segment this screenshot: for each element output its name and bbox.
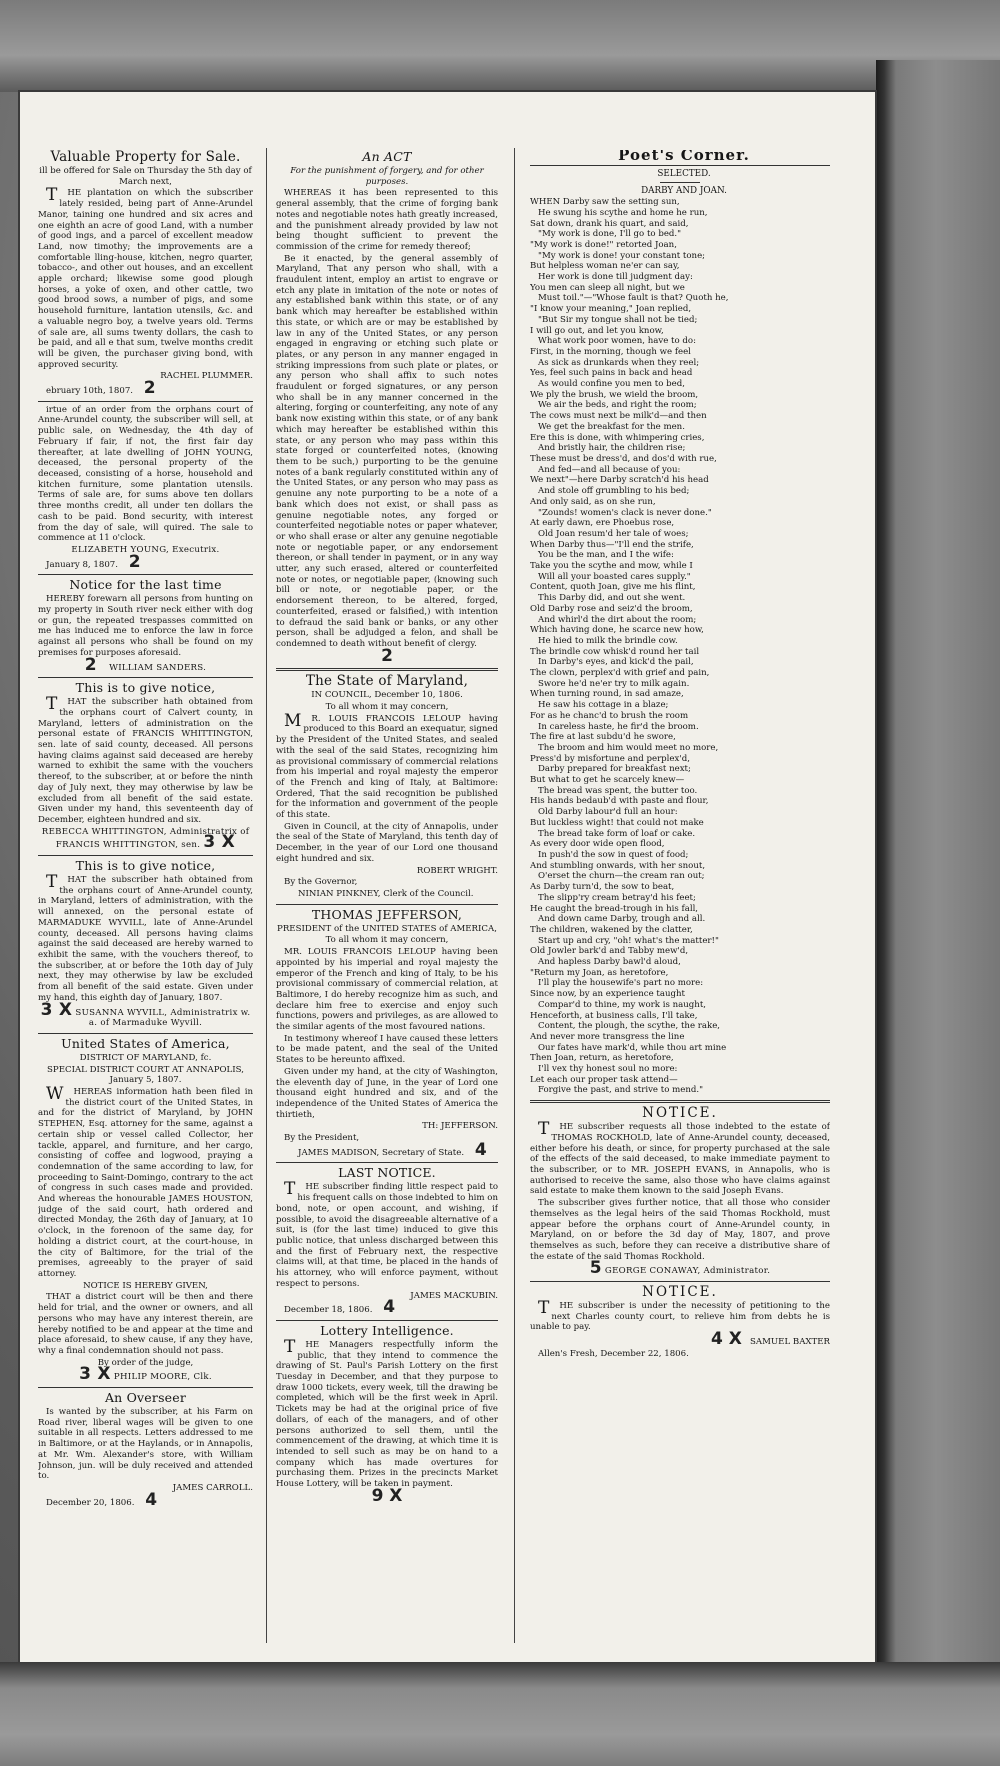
- ad-property-sale: [38, 150, 253, 397]
- poem-title: DARBY AND JOAN.: [641, 186, 727, 197]
- handwritten-mark: 2: [84, 654, 97, 675]
- poem-line: Content, quoth Joan, give me his flint,: [530, 582, 696, 593]
- ad-overseer: [38, 1391, 253, 1508]
- handwritten-mark: 3 X: [40, 999, 73, 1020]
- poem-line: In careless haste, he fir'd the broom.: [538, 721, 699, 732]
- divider: [530, 1100, 830, 1103]
- divider: [38, 677, 253, 678]
- ad-signature: 5 GEORGE CONAWAY, Administrator.: [589, 1258, 771, 1279]
- poem-line: We ply the brush, we wield the broom,: [530, 389, 699, 400]
- poem-line: And only said, as on she run,: [530, 496, 656, 507]
- ad-body: HEREBY forewarn all persons from hunting on my property in South river neck either with dog or gun, the repeated trespasses committed on me has induced me to enforce the law in force against all persons who shall be found on my premises for purposes aforesaid.: [38, 594, 253, 658]
- poem-line: Old Darby labour'd full an hour:: [538, 807, 678, 818]
- poem-line: Must toil."—"Whose fault is that? Quoth he,: [538, 293, 729, 304]
- ad-whittington: [38, 681, 253, 851]
- poem-line: First, in the morning, though we feel: [530, 346, 691, 357]
- poem-line: Start up and cry, "oh! what's the matter!": [538, 935, 719, 946]
- poem-line: Which having done, he scarce new how,: [530, 625, 704, 636]
- handwritten-mark: 4: [474, 1139, 487, 1160]
- ad-body: THAT the subscriber hath obtained from the orphans court of Calvert county, in Maryland, letters of administration on the personal estate of FRANCIS WHITTINGTON, sen. late of said county, deceased. All persons having claims against said deceased are hereby warned to exhibit the same with the vouchers thereof, to the subscriber, at or before the ninth day of July next, they may otherwise by law be excluded from all benefit of the said estate. Given under my hand, this seventeenth day of December, eighteen hundred and six.: [38, 694, 253, 825]
- poem-line: "My work is done, I'll go to bed.": [538, 229, 682, 240]
- handwritten-mark: 4: [383, 1297, 396, 1318]
- ad-date: Allen's Fresh, December 22, 1806.: [538, 1348, 689, 1359]
- ad-signature: RACHEL PLUMMER.: [160, 371, 253, 382]
- poem-line: You be the man, and I the wife:: [538, 550, 674, 561]
- ad-notice-line: NOTICE IS HEREBY GIVEN,: [83, 1280, 208, 1291]
- ad-subheading: SPECIAL DISTRICT COURT AT ANNAPOLIS, January 5, 1807.: [47, 1064, 244, 1086]
- ad-signature: ELIZABETH YOUNG, Executrix.: [71, 544, 220, 555]
- ad-body: THE plantation on which the subscriber lately resided, being part of Anne-Arundel Manor, taining one hundred and six acres and one eighth an acre of good Land, with a number of good ings, and a parcel of excellent meadow Land, now timothy; the improvements are a comfortable lling-house, kitchen, negro quarter, tobacco-, and other out houses, and an excellent apple orchard; likewise some good plough horses, a yoke of oxen, and other cattle, two good brood sows, a number of pigs, and some household furniture, lantation utensils, &c. and a valuable negro boy, a twelve years old. Terms of sale are, all sums twenty dollars, the cash to be paid, and all e that sum, twelve months credit will be given, the purchaser giving bond, with approved security.: [38, 185, 253, 370]
- article-state-maryland: [276, 674, 498, 899]
- ad-heading: United States of America,: [61, 1035, 230, 1051]
- ad-body: THE subscriber is under the necessity of petitioning to the next Charles county court, to relieve him from debts he is unable to pay.: [530, 1298, 830, 1333]
- ad-wyvill: [38, 859, 253, 1029]
- poem-line: Let each our proper task attend—: [530, 1074, 678, 1085]
- poem-line: "I know your meaning," Joan replied,: [530, 304, 692, 315]
- ad-heading: This is to give notice,: [75, 680, 216, 696]
- poem-line: He swung his scythe and home he run,: [538, 207, 708, 218]
- ad-signature: JAMES MACKUBIN.: [410, 1290, 498, 1301]
- ad-intro: ill be offered for Sale on Thursday the 5th day of March next,: [39, 166, 252, 187]
- poem-line: "But Sir my tongue shall not be tied;: [538, 314, 698, 325]
- article-given: Given under my hand, at the city of Washington, the eleventh day of June, in the year of Lord one thousand eight hundred and six, and of the independence of the United States of America the thirtieth,: [276, 1066, 498, 1120]
- article-heading: An ACT: [362, 150, 412, 164]
- ad-last-notice: [276, 1165, 498, 1318]
- poem-line: When turning round, in sad amaze,: [530, 689, 684, 700]
- article-body: MR. LOUIS FRANCOIS LELOUP having been appointed by his imperial and royal majesty the emperor of the French and king of Italy, to be his provisional commissary of commercial relation, at Baltimore, I do hereby recognize him as such, and declare him free to exercise and enjoy such functions, powers and privileges, as are allowed to the similar agents of the most favoured nations.: [276, 947, 498, 1033]
- poem-line: The brindle cow whisk'd round her tail: [530, 646, 700, 657]
- poem-line: But helpless woman ne'er can say,: [530, 261, 680, 272]
- poem-line: As sick as drunkards when they reel;: [538, 357, 700, 368]
- poem-line: When Darby thus—"I'll end the strife,: [530, 539, 694, 550]
- poem-line: This Darby did, and out she went.: [538, 593, 686, 604]
- column-left: [38, 150, 253, 1645]
- article-secretary: JAMES MADISON, Secretary of State. 4: [298, 1139, 487, 1160]
- poem-line: You men can sleep all night, but we: [530, 282, 685, 293]
- poem-line: Henceforth, at business calls, I'll take,: [530, 1010, 698, 1021]
- ad-body: The subscriber gives further notice, that all those who consider themselves as the legal heirs of the said Thomas Rockhold, must appear before the orphans court of Anne-Arundel county, in Maryland, on or before the 3d day of May, 1807, and prove themselves as such, before they can receive a distributive share of the estate of the said Thomas Rockhold.: [530, 1198, 830, 1262]
- divider: [38, 574, 253, 575]
- poem-line: He caught the bread-trough in his fall,: [530, 903, 699, 914]
- article-address: To all whom it may concern,: [325, 702, 449, 713]
- article-by: By the Governor,: [284, 877, 358, 888]
- poem-line: And down came Darby, trough and all.: [538, 914, 706, 925]
- poem-line: As Darby turn'd, the sow to beat,: [530, 882, 675, 893]
- article-act: [276, 150, 498, 664]
- article-body: MR. LOUIS FRANCOIS LELOUP having produced to this Board an exequatur, signed by the President of the United States, and sealed with the seal of the said States, recognizing him as provisional commissary of commercial relations from his imperial and royal majesty the emperor of the French and king of Italy, at Baltimore: Ordered, That the said recognition be published for the information and government of the people of this state.: [276, 710, 498, 821]
- divider: [276, 668, 498, 671]
- poem-line: "Return my Joan, as heretofore,: [530, 967, 669, 978]
- poem-line: Darby prepared for breakfast next;: [538, 764, 691, 775]
- poem-line: For as he chanc'd to brush the room: [530, 710, 689, 721]
- poem-line: The clown, perplex'd with grief and pain,: [530, 668, 710, 679]
- column-right: [530, 150, 830, 1645]
- ad-body: THE subscriber finding little respect paid to his frequent calls on those indebted to him on bond, note, or open account, and wishing, if possible, to avoid the disagreeable alternative of a suit, is (for the last time) induced to give this public notice, that unless discharged between this and the first of February next, the respective claims will, at that time, be placed in the hands of his attorney, who will enforce payment, without respect to persons.: [276, 1179, 498, 1289]
- ad-signature: 4 X SAMUEL BAXTER: [710, 1329, 830, 1350]
- poem-line: Content, the plough, the scythe, the rake,: [538, 1021, 721, 1032]
- poem-line: Her work is done till judgment day:: [538, 272, 693, 283]
- poem-line: In Darby's eyes, and kick'd the pail,: [538, 657, 694, 668]
- column-rule-2: [514, 148, 515, 1643]
- divider: [38, 855, 253, 856]
- poem-line: And bristly hair, the children rise;: [538, 443, 686, 454]
- handwritten-mark: 4: [145, 1489, 158, 1510]
- poem-line: But what to get he scarcely knew—: [530, 775, 685, 786]
- ad-date: January 8, 1807. 2: [46, 551, 141, 572]
- poem-line: We get the breakfast for the men.: [538, 421, 685, 432]
- ad-heading: Lottery Intelligence.: [320, 1322, 454, 1338]
- poem-line: He hied to milk the brindle cow.: [538, 635, 678, 646]
- poets-corner-heading: Poet's Corner.: [618, 150, 750, 164]
- handwritten-mark: 2: [128, 551, 141, 572]
- handwritten-mark-row: [276, 1485, 498, 1506]
- ad-signature: REBECCA WHITTINGTON, Administratrix of FRANCIS WHITTINGTON, sen. 3 X: [41, 826, 250, 853]
- poem-line: As every door wide open flood,: [530, 839, 665, 850]
- divider: [530, 1281, 830, 1282]
- ad-heading: Valuable Property for Sale.: [50, 150, 241, 165]
- poem-line: We air the beds, and right the room;: [538, 400, 697, 411]
- ad-notice-last-time: [38, 578, 253, 673]
- ad-usa-district-court: [38, 1037, 253, 1383]
- poem-line: The cows must next be milk'd—and then: [530, 411, 707, 422]
- poem-line: The fire at last subdu'd he swore,: [530, 732, 676, 743]
- ad-date: ebruary 10th, 1807. 2: [46, 378, 156, 399]
- poem-line: But luckless wight! that could not make: [530, 817, 704, 828]
- poets-corner: [530, 150, 830, 1096]
- poem-line: And never more transgress the line: [530, 1031, 685, 1042]
- poem-line: The bread take form of loaf or cake.: [538, 828, 696, 839]
- column-rule-1: [266, 148, 267, 1643]
- ad-heading: NOTICE.: [642, 1284, 718, 1301]
- ad-body: Is wanted by the subscriber, at his Farm on Road river, liberal wages will be given to one suitable in all respects. Letters addressed to me in Baltimore, or at the Haylands, or in Annapolis, at Mr. Wm. Alexander's store, with William Johnson, jun. will be duly received and attended to.: [38, 1407, 253, 1482]
- handwritten-mark: 2: [143, 378, 156, 399]
- ad-date: December 20, 1806. 4: [46, 1489, 158, 1510]
- article-subheading: PRESIDENT of the UNITED STATES of AMERICA,: [277, 923, 497, 934]
- poem-line: The slipp'ry cream betray'd his feet;: [538, 892, 696, 903]
- article-address: To all whom it may concern,: [325, 935, 449, 946]
- scan-right-edge: [876, 60, 1000, 1700]
- ad-signature: 3 X PHILIP MOORE, Clk.: [79, 1364, 212, 1385]
- poem-line: As would confine you men to bed,: [538, 379, 685, 390]
- handwritten-mark: 5: [589, 1258, 602, 1279]
- poem-line: In push'd the sow in quest of food;: [538, 850, 689, 860]
- ad-signature: JAMES CARROLL.: [172, 1482, 253, 1493]
- poem-selected-label: SELECTED.: [657, 168, 711, 179]
- poem-line: I will go out, and let you know,: [530, 325, 664, 336]
- poem-line: Since now, by an experience taught: [530, 989, 686, 1000]
- handwritten-mark: 3 X: [203, 832, 236, 853]
- poem-line: And whirl'd the dirt about the room;: [538, 614, 697, 625]
- poem-line: Old Darby rose and seiz'd the broom,: [530, 603, 693, 614]
- poem-line: We next"—here Darby scratch'd his head: [530, 475, 709, 486]
- poem-line: I'll play the housewife's part no more:: [538, 978, 704, 989]
- poem-line: What work poor women, have to do:: [538, 336, 696, 347]
- handwritten-mark: 9 X: [371, 1485, 403, 1506]
- poem-line: Old Joan resum'd her tale of woes;: [538, 528, 689, 539]
- ad-heading: Notice for the last time: [69, 577, 222, 593]
- ad-body: THAT a district court will be then and there held for trial, and the owner or owners, and all persons who may have any interest therein, are hereby notified to be and appear at the time and place aforesaid, to shew cause, if any they have, why a final condemnation should not pass.: [38, 1292, 253, 1356]
- poem-line: Swore he'd ne'er try to milk again.: [538, 678, 690, 689]
- poem-line: Then Joan, return, as heretofore,: [530, 1053, 674, 1064]
- poem-line: Will all your boasted cares supply.": [538, 571, 691, 582]
- scan-top-edge: [0, 0, 1000, 92]
- poem-verse: [530, 197, 830, 1096]
- article-given: Given in Council, at the city of Annapolis, under the seal of the State of Maryland, this tenth day of December, in the year of our Lord one thousand eight hundred and six.: [276, 821, 498, 864]
- ad-date: December 18, 1806. 4: [284, 1297, 396, 1318]
- poem-line: Our fates have mark'd, while thou art mine: [538, 1042, 727, 1053]
- article-heading: THOMAS JEFFERSON,: [311, 906, 463, 922]
- article-body: Be it enacted, by the general assembly of Maryland, That any person who shall, with a fraudulent intent, employ an artist to engrave or etch any plate in imitation of the note or notes of any established bank within this state, or of any bank which may hereafter be established within this state, or which are or may be established by law in any of the United States, or any person engaged in engraving or etching such plate or plates, or any person in any manner engaged in striking impressions from such plate or plates, or any person who shall affix to such notes fraudulent or forged signatures, or any person who shall be in any manner concerned in the altering, forging or counterfeiting, any note of any bank now existing within this state, or of any bank which may hereafter be established within this state, or any person who may pass within this state forged or counterfeited notes, (knowing them to be such,) purporting to be the genuine notes of a bank regularly constituted within any of the United States, or any person who may pass as genuine any note purporting to be a note of a bank which does not exist, or shall pass as genuine negotiable notes, any forged or counterfeited negotiable notes or paper whatever, or who shall erase or alter any genuine negotiable note or negotiable paper, or any endorsement thereon, or shall tender in payment, or in any way utter, any such erased, altered or counterfeited note or notes, or negotiable paper, (knowing such bill or note, or negotiable paper, or the endorsement thereon, to be altered, forged, counterfeited, erased or falsified,) with intention to defraud the said bank or banks, or any other person, shall be adjudged a felon, and shall be condemned to death without benefit of clergy.: [276, 253, 498, 649]
- article-subheading: IN COUNCIL, December 10, 1806.: [311, 690, 463, 701]
- poem-line: Sat down, drank his quart, and said,: [530, 218, 689, 229]
- article-by: By the President,: [284, 1133, 360, 1144]
- poem-line: These must be dress'd, and dos'd with rue,: [530, 453, 717, 464]
- article-signature: ROBERT WRIGHT.: [416, 865, 498, 876]
- article-testimony: In testimony whereof I have caused these letters to be made patent, and the seal of the United States to be hereunto affixed.: [276, 1033, 498, 1066]
- poem-line: The bread was spent, the butter too.: [538, 785, 698, 796]
- ad-heading: NOTICE.: [642, 1105, 718, 1122]
- divider: [276, 904, 498, 905]
- ad-heading: An Overseer: [104, 1390, 187, 1406]
- poem-line: And stumbling onwards, with her snout,: [530, 860, 706, 871]
- poem-line: The broom and him would meet no more,: [538, 742, 719, 753]
- divider: [38, 1387, 253, 1388]
- divider: [38, 401, 253, 402]
- divider: [530, 165, 830, 166]
- handwritten-mark-row: [276, 645, 498, 666]
- poem-line: I'll vex thy honest soul no more:: [538, 1064, 678, 1075]
- poem-line: His hands bedaub'd with paste and flour,: [530, 796, 709, 807]
- ad-heading: LAST NOTICE.: [338, 1165, 436, 1181]
- poem-line: "My work is done! your constant tone;: [538, 250, 706, 261]
- divider: [660, 182, 700, 183]
- poem-line: Take you the scythe and mow, while I: [530, 561, 693, 572]
- poem-line: Old Jowler bark'd and Tabby mew'd,: [530, 946, 689, 957]
- divider: [276, 1162, 498, 1163]
- article-body: WHEREAS it has been represented to this general assembly, that the crime of forging bank notes and negotiable notes hath greatly increased, and the punishment already provided by law not being thought sufficient to prevent the commission of the crime for remedy thereof;: [276, 188, 498, 252]
- ad-heading: This is to give notice,: [75, 858, 216, 874]
- poem-line: WHEN Darby saw the setting sun,: [530, 197, 680, 208]
- poem-line: "My work is done!" retorted Joan,: [530, 239, 677, 250]
- poem-line: "Zounds! women's clack is never done.": [538, 507, 712, 518]
- article-signature: TH: JEFFERSON.: [422, 1121, 498, 1132]
- ad-baxter: [530, 1285, 830, 1360]
- ad-body: THE Managers respectfully inform the public, that they intend to commence the drawing of St. Paul's Parish Lottery on the first Tuesday in December, and that they purpose to draw 1000 tickets, every week, till the drawing be completed, which will be the first week in April. Tickets may be had at the original price of five dollars, of each of the managers, and of other persons authorized to sell them, until the commencement of the drawing, at which time it is intended to sell such as may be on hand to a company which has made overtures for purchasing them. Prizes in the precincts Market House Lottery, will be taken in payment.: [276, 1336, 498, 1490]
- handwritten-mark: 4 X: [710, 1329, 742, 1350]
- ad-body: THAT the subscriber hath obtained from the orphans court of Anne-Arundel county, in Maryland, letters of administration, with the will annexed, on the personal estate of MARMADUKE WYVILL, late of Anne-Arundel county, deceased. All persons having claims against the said deceased are hereby warned to exhibit the same, with the vouchers thereof, to the subscriber, at or before the 10th day of July next, they may otherwise by law be excluded from all benefit of the said estate. Given under my hand, this eighth day of January, 1807.: [38, 872, 253, 1003]
- ad-young-sale: [38, 405, 253, 571]
- scan-bottom-edge: [0, 1662, 1000, 1766]
- ad-lottery: [276, 1324, 498, 1505]
- poem-line: He saw his cottage in a blaze;: [538, 700, 669, 711]
- ad-signature: 2 WILLIAM SANDERS.: [84, 654, 207, 675]
- article-subtitle: For the punishment of forgery, and for other purposes.: [290, 166, 484, 187]
- divider: [276, 1320, 498, 1321]
- divider: [38, 1033, 253, 1034]
- ad-body: irtue of an order from the orphans court of Anne-Arundel county, the subscriber will sell, at public sale, on Wednesday, the 4th day of February if fair, if not, the first fair day thereafter, at late dwelling of JOHN YOUNG, deceased, the personal property of the deceased, consisting of a horse, household and kitchen furniture, some plantation utensils. Terms of sale are, for sums above ten dollars three months credit, all under ten dollars the cash to be paid. Bond security, with interest from the day of sale, will quired. The sale to commence at 11 o'clock.: [38, 404, 253, 544]
- ad-body: THE subscriber requests all those indebted to the estate of THOMAS ROCKHOLD, late of Anne-Arundel county, deceased, either before his death, or since, for property purchased at the sale of the effects of the said deceased, to make immediate payment to the subscriber, or to MR. JOSEPH EVANS, in Annapolis, who is authorised to receive the same, also those who have claims against said estate to make them known to the said Joseph Evans.: [530, 1119, 830, 1197]
- poem-line: Ere this is done, with whimpering cries,: [530, 432, 705, 443]
- ad-rockhold: [530, 1106, 830, 1277]
- ad-order: By order of the judge,: [97, 1357, 194, 1368]
- ad-subheading: DISTRICT OF MARYLAND, fc.: [79, 1052, 212, 1063]
- poem-line: Press'd by misfortune and perplex'd,: [530, 753, 690, 764]
- article-clerk: NINIAN PINKNEY, Clerk of the Council.: [298, 889, 474, 899]
- poem-line: Yes, feel such pains in back and head: [530, 368, 693, 379]
- poem-line: O'erset the churn—the cream ran out;: [538, 871, 705, 882]
- ad-signature: 3 X SUSANNA WYVILL, Administratrix w. a. of Marmaduke Wyvill.: [40, 999, 251, 1029]
- poem-line: Compar'd to thine, my work is naught,: [538, 999, 707, 1010]
- poem-line: Forgive the past, and strive to mend.": [538, 1085, 704, 1096]
- poem-line: At early dawn, ere Phoebus rose,: [530, 518, 675, 529]
- poem-line: The children, wakened by the clatter,: [530, 924, 693, 935]
- poem-line: And hapless Darby bawl'd aloud,: [538, 957, 681, 968]
- article-heading: The State of Maryland,: [305, 673, 469, 690]
- ad-body: WHEREAS information hath been filed in the district court of the United States, in and for the district of Maryland, by JOHN STEPHEN, Esq. attorney for the same, against a certain ship or vessel called Collector, her tackle, apparel, and furniture, and her cargo, consisting of coffee and logwood, praying a condemnation of the same according to law, for proceeding to Saint-Domingo, contrary to the act of congress in such cases made and provided. And whereas the honourable JAMES HOUSTON, judge of the said court, hath ordered and directed Monday, the 26th day of January, at 10 o'clock, in the forenoon of the same day, for holding a district court, at the court-house, in the city of Baltimore, for the trial of the premises, agreeably to the prayer of said attorney.: [38, 1084, 253, 1279]
- poem-line: And fed—and all because of you:: [538, 464, 681, 475]
- handwritten-mark: 2: [381, 645, 393, 666]
- article-jefferson: [276, 908, 498, 1159]
- poem-line: And stole off grumbling to his bed;: [538, 486, 690, 497]
- column-middle: [276, 150, 498, 1645]
- handwritten-mark: 3 X: [79, 1364, 111, 1385]
